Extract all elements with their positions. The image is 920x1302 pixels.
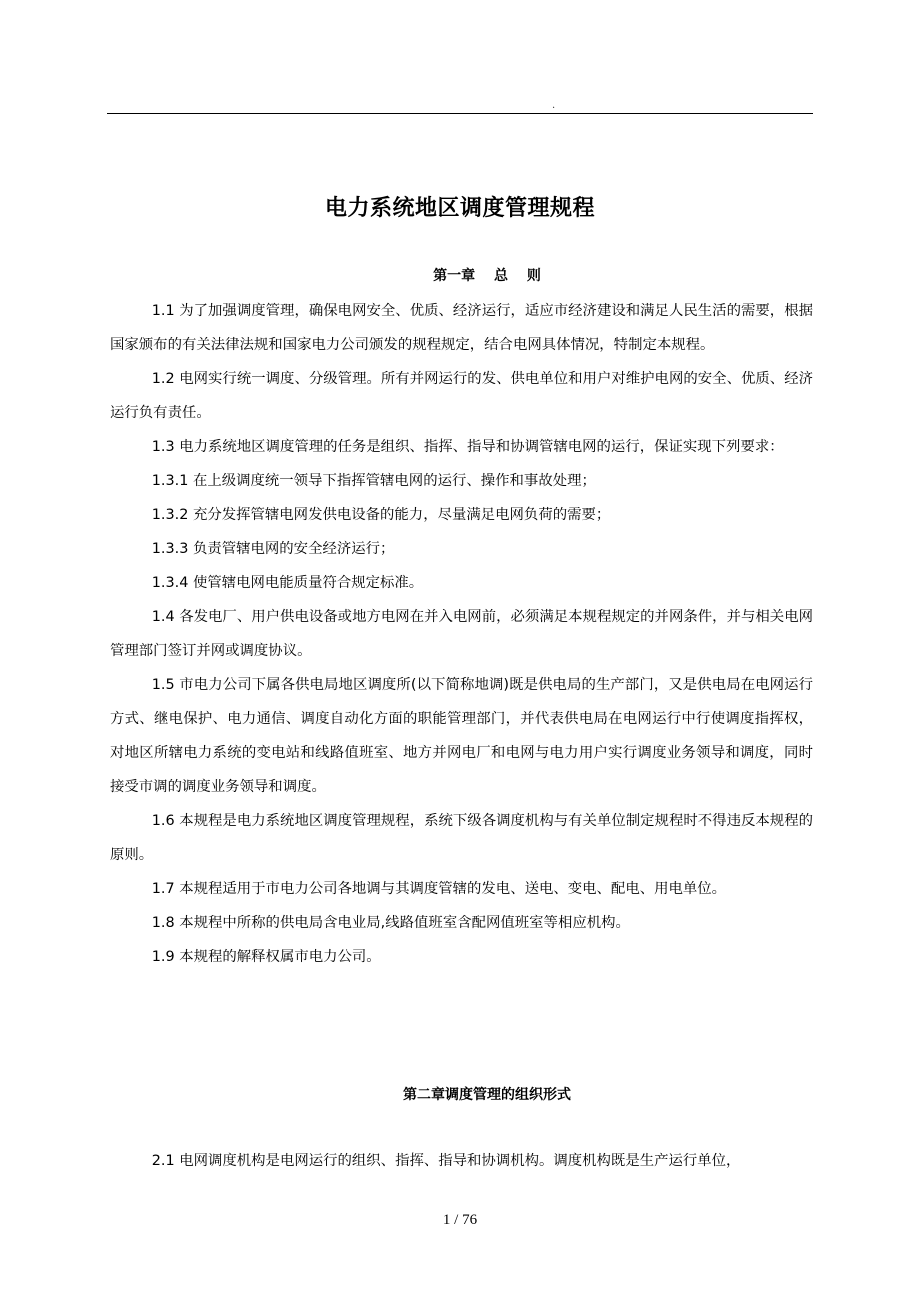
paragraph-1-2: 1.2 电网实行统一调度、分级管理。所有并网运行的发、供电单位和用户对维护电网的安全、优质、经济运行负有责任。: [110, 371, 813, 421]
paragraph-1-3-2: 1.3.2 充分发挥管辖电网发供电设备的能力，尽量满足电网负荷的需要；: [151, 507, 611, 523]
page-number: 1 / 76: [442, 1212, 478, 1228]
chapter-1-heading: 第一章 总 则: [433, 268, 541, 284]
paragraph-1-3-3: 1.3.3 负责管辖电网的安全经济运行；: [151, 541, 395, 557]
paragraph-1-1: 1.1 为了加强调度管理，确保电网安全、优质、经济运行，适应市经济建设和满足人民生活的需要，根据国家颁布的有关法律法规和国家电力公司颁发的规程规定，结合电网具体情况，特制定本规程。: [110, 303, 813, 353]
chapter-1-body: [110, 294, 813, 974]
paragraph-1-3-1: 1.3.1 在上级调度统一领导下指挥管辖电网的运行、操作和事故处理；: [151, 473, 596, 489]
paragraph-1-4: 1.4 各发电厂、用户供电设备或地方电网在并入电网前，必须满足本规程规定的并网条件，并与相关电网管理部门签订并网或调度协议。: [110, 609, 813, 659]
chapter-2-body: [110, 1144, 813, 1178]
chapter-2-heading: 第二章调度管理的组织形式: [403, 1087, 571, 1103]
paragraph-1-3-4: 1.3.4 使管辖电网电能质量符合规定标准。: [151, 575, 424, 591]
header-mark: .: [552, 100, 556, 111]
paragraph-2-1: 2.1 电网调度机构是电网运行的组织、指挥、指导和协调机构。调度机构既是生产运行单位，: [151, 1153, 741, 1169]
paragraph-1-6: 1.6 本规程是电力系统地区调度管理规程，系统下级各调度机构与有关单位制定规程时不得违反本规程的原则。: [110, 813, 813, 863]
paragraph-1-8: 1.8 本规程中所称的供电局含电业局,线路值班室含配网值班室等相应机构。: [151, 915, 630, 931]
paragraph-1-5: 1.5 市电力公司下属各供电局地区调度所(以下简称地调)既是供电局的生产部门，又是供电局在电网运行方式、继电保护、电力通信、调度自动化方面的职能管理部门，并代表供电局在电网运行中行使调度指挥权，对地区所辖电力系统的变电站和线路值班室、地方并网电厂和电网与电力用户实行调度业务领导和调度，同时接受市调的调度业务领导和调度。: [110, 677, 813, 795]
paragraph-1-3: 1.3 电力系统地区调度管理的任务是组织、指挥、指导和协调管辖电网的运行，保证实现下列要求：: [151, 439, 784, 455]
document-title: 电力系统地区调度管理规程: [324, 196, 595, 221]
header-rule: [107, 113, 813, 114]
paragraph-1-7: 1.7 本规程适用于市电力公司各地调与其调度管辖的发电、送电、变电、配电、用电单位。: [151, 881, 727, 897]
paragraph-1-9: 1.9 本规程的解释权属市电力公司。: [151, 949, 381, 965]
